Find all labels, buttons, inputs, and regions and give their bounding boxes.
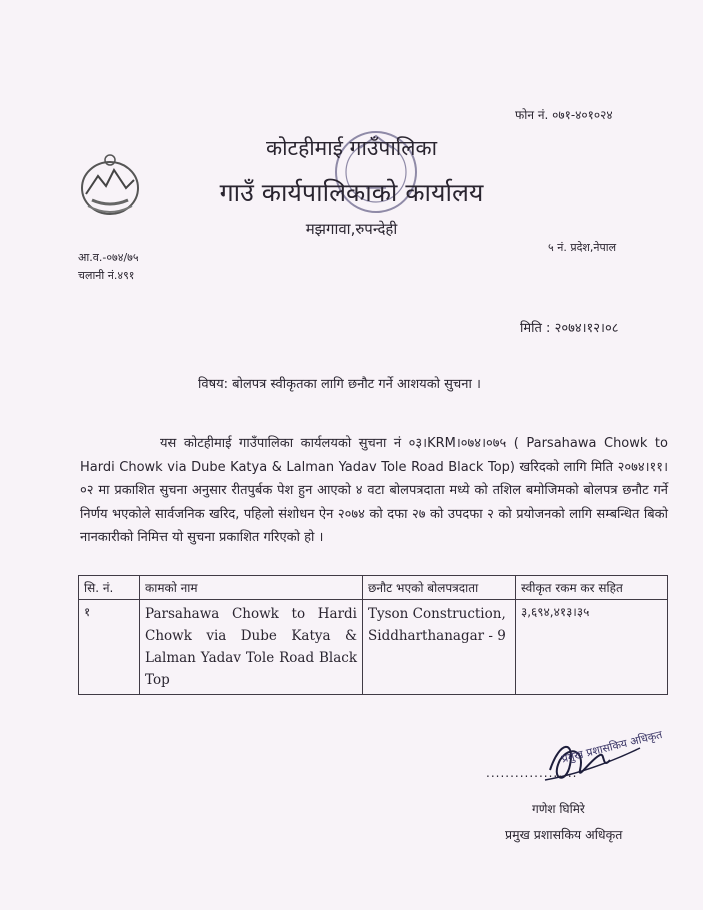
table-row xyxy=(79,600,668,695)
cell-amount: ३,६९४,४१३।३५ xyxy=(516,600,668,695)
phone-number: फोन नं. ०७१-४०१०२४ xyxy=(515,108,613,122)
header-sn: सि. नं. xyxy=(79,576,140,600)
body-paragraph: यस कोटहीमाई गाउँपालिका कार्यलयको सुचना नं ०३।KRM।०७४।०७५ ( Parsahawa Chowk to Hardi Chowk via Dube Katya & Lalman Yadav Tole Road Black Top) खरिदको लागि मिति २०७४।११।०२ मा प्रकाशित सुचना अनुसार रीतपुर्बक पेश हुन आएको ४ वटा बोलपत्रदाता मध्ये को तशिल बमोजिमको बोलपत्र छनौट गर्ने निर्णय भएकोले सार्वजनिक खरिद, पहिलो संशोधन ऐन २०७४ को दफा २७ को उपदफा २ को प्रयोजनको लागि सम्बन्धित बिको नानकारीको निमित्त यो सुचना प्रकाशित गरिएको हो । xyxy=(80,436,668,545)
header-bidder: छनौट भएको बोलपत्रदाता xyxy=(363,576,516,600)
signature-stamp-text: प्रमुख प्रशासकिय अधिकृत xyxy=(560,727,664,766)
signature-line: ................... xyxy=(486,766,578,780)
fiscal-year: आ.व.-०७४/७५ xyxy=(78,251,139,264)
cell-work: Parsahawa Chowk to Hardi Chowk via Dube Katya & Lalman Yadav Tole Road Black Top xyxy=(140,600,363,695)
header-amount: स्वीकृत रकम कर सहित xyxy=(516,576,668,600)
table-header-row xyxy=(79,576,668,600)
cell-bidder: Tyson Construction, Siddharthanagar - 9 xyxy=(363,600,516,695)
signatory-name: गणेश घिमिरे xyxy=(532,802,585,816)
bid-table xyxy=(78,575,668,695)
cell-sn: १ xyxy=(79,600,140,695)
organization-name: कोटहीमाई गाउँपालिका xyxy=(265,136,438,160)
letter-subject: विषय: बोलपत्र स्वीकृतका लागि छनौट गर्ने आशयको सुचना । xyxy=(198,377,481,392)
province: ५ नं. प्रदेश,नेपाल xyxy=(548,241,617,254)
dispatch-number: चलानी नं.४९१ xyxy=(78,269,135,282)
office-location: मझगावा,रुपन्देही xyxy=(305,220,398,238)
header-work: कामको नाम xyxy=(140,576,363,600)
signatory-title: प्रमुख प्रशासकिय अधिकृत xyxy=(505,827,623,842)
letter-date: मिति : २०७४।१२।०८ xyxy=(520,321,619,336)
office-name: गाउँ कार्यपालिकाको कार्यालय xyxy=(219,178,484,207)
letter-body xyxy=(80,432,668,550)
